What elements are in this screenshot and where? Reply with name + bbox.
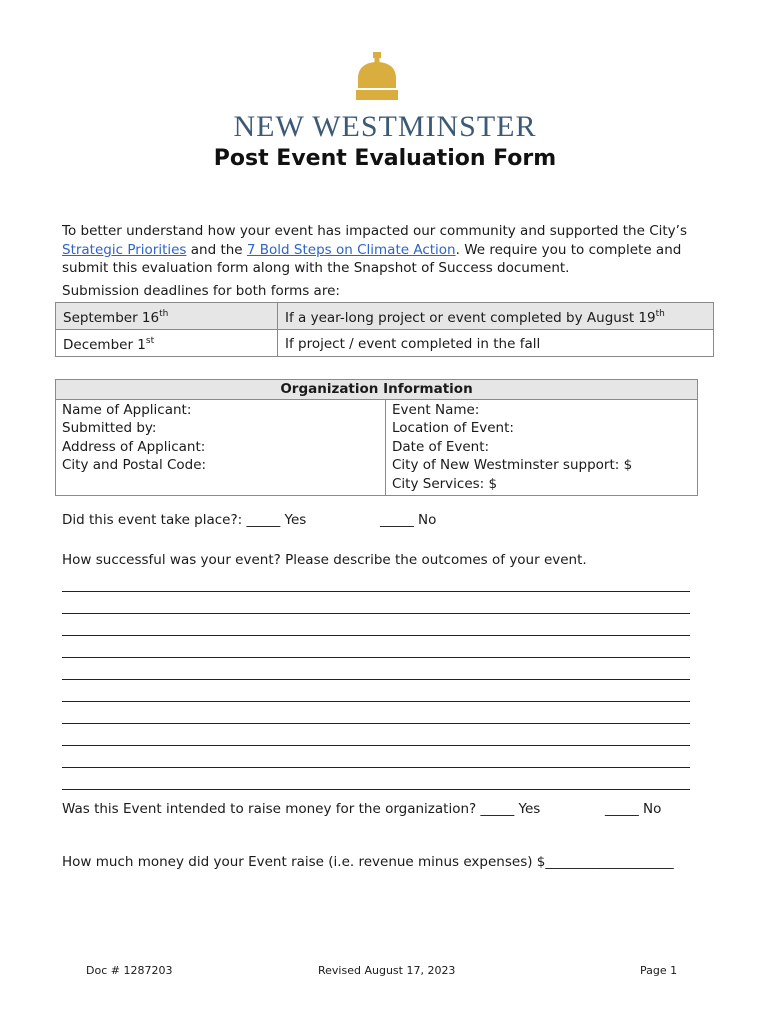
deadlines-table <box>55 302 714 357</box>
answer-line[interactable] <box>62 680 690 702</box>
deadline-description: If project / event completed in the fall <box>278 330 714 357</box>
organization-info-header: Organization Information <box>56 380 698 400</box>
answer-line[interactable] <box>62 570 690 592</box>
name-of-applicant-field[interactable]: Name of Applicant: <box>62 401 192 418</box>
submitted-by-field[interactable]: Submitted by: <box>62 420 157 437</box>
success-question: How successful was your event? Please describe the outcomes of your event. <box>62 552 587 568</box>
intro-text-1: To better understand how your event has impacted our community and supported the City’s <box>62 223 687 239</box>
raise-money-question: Was this Event intended to raise money for the organization? _____ Yes <box>62 801 541 817</box>
answer-line[interactable] <box>62 636 690 658</box>
page-title: Post Event Evaluation Form <box>213 146 557 171</box>
city-wordmark: NEW WESTMINSTER <box>233 110 537 143</box>
answer-line[interactable] <box>62 592 690 614</box>
deadline-description: If a year-long project or event completed by August 19th <box>278 303 714 330</box>
money-raised-question[interactable]: How much money did your Event raise (i.e. revenue minus expenses) $___________________ <box>62 854 674 870</box>
answer-line[interactable] <box>62 768 690 790</box>
event-fields <box>386 399 698 495</box>
answer-line[interactable] <box>62 746 690 768</box>
climate-action-link[interactable]: 7 Bold Steps on Climate Action <box>246 241 456 258</box>
answer-line[interactable] <box>62 614 690 636</box>
deadline-row <box>56 303 714 330</box>
deadline-date: September 16th <box>56 303 278 330</box>
page-number: Page 1 <box>640 964 678 977</box>
answer-line[interactable] <box>62 724 690 746</box>
city-postal-code-field[interactable]: City and Postal Code: <box>62 457 207 474</box>
city-crown-logo-icon <box>354 52 400 108</box>
organization-info-table <box>55 379 698 496</box>
intro-text-3: . We require you to complete and submit this evaluation form along with the Snapshot of Success document. <box>62 241 682 276</box>
raise-money-no[interactable]: _____ No <box>605 801 662 817</box>
deadlines-label: Submission deadlines for both forms are: <box>62 283 340 299</box>
date-of-event-field[interactable]: Date of Event: <box>392 438 490 455</box>
success-answer-lines[interactable] <box>62 570 690 790</box>
event-took-place-question: Did this event take place?: _____ Yes <box>62 512 307 528</box>
strategic-priorities-link[interactable]: Strategic Priorities <box>62 241 187 258</box>
deadline-date: December 1st <box>56 330 278 357</box>
city-support-field[interactable]: City of New Westminster support: $ <box>392 457 633 474</box>
answer-line[interactable] <box>62 702 690 724</box>
city-services-field[interactable]: City Services: $ <box>392 475 498 492</box>
event-name-field[interactable]: Event Name: <box>392 401 480 418</box>
deadline-row <box>56 330 714 357</box>
address-of-applicant-field[interactable]: Address of Applicant: <box>62 438 206 455</box>
revised-date: Revised August 17, 2023 <box>318 964 456 977</box>
event-took-place-no[interactable]: _____ No <box>380 512 437 528</box>
answer-line[interactable] <box>62 658 690 680</box>
intro-paragraph <box>62 222 702 278</box>
intro-text-2: and the <box>186 241 247 258</box>
location-of-event-field[interactable]: Location of Event: <box>392 420 514 437</box>
applicant-fields <box>56 399 386 495</box>
doc-number: Doc # 1287203 <box>86 964 173 977</box>
